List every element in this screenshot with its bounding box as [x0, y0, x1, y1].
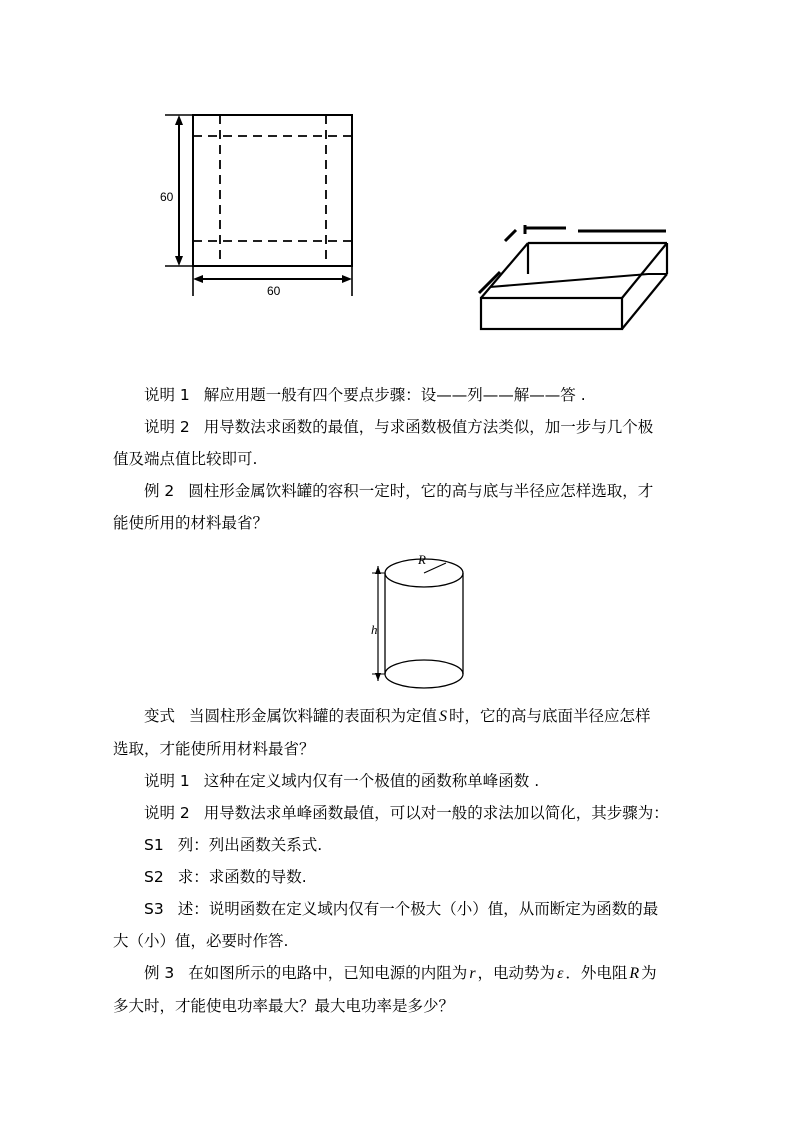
- variable-r: r: [469, 965, 476, 982]
- remark-1-label: 说明 1: [144, 386, 190, 404]
- example-2-paragraph: [113, 475, 688, 539]
- step-2-paragraph: [113, 861, 688, 893]
- radius-line: [424, 563, 446, 573]
- radius-label: R: [418, 552, 426, 567]
- variant-label: 变式: [144, 707, 176, 725]
- example-3-text-a3: ．外电阻: [565, 964, 628, 982]
- text-block-lower: [113, 700, 688, 1022]
- height-label: h: [371, 622, 378, 637]
- remark-2-label: 说明 2: [144, 418, 190, 436]
- open-box-figure: [470, 215, 680, 340]
- variable-R: R: [629, 965, 640, 982]
- variant-text-b: 选取，才能使所用材料最省？: [113, 740, 315, 758]
- square-sheet-figure: [150, 100, 370, 300]
- step-2-text: 求：求函数的导数.: [177, 868, 307, 886]
- remark-1-text: 解应用题一般有四个要点步骤：设——列——解——答 .: [203, 386, 586, 404]
- step-3-label: S3: [144, 900, 164, 918]
- example-2-label: 例 2: [144, 482, 175, 500]
- bottom-dimension-label: 60: [267, 284, 281, 298]
- cylinder-figure: [362, 546, 472, 696]
- example-3-text-a1: 在如图所示的电路中，已知电源的内阻为: [188, 964, 468, 982]
- example-3-paragraph: [113, 957, 688, 1022]
- left-dimension-label: 60: [160, 190, 174, 204]
- sheet-outline: [193, 115, 352, 266]
- variant-text-a1: 当圆柱形金属饮料罐的表面积为定值: [189, 707, 438, 725]
- step-2-label: S2: [144, 868, 164, 886]
- text-block-upper: [113, 379, 688, 539]
- example-2-text-b: 能使所用的材料最省？: [113, 514, 269, 532]
- box-front-face: [481, 298, 622, 329]
- variant-paragraph: [113, 700, 688, 765]
- remark-3-paragraph: [113, 765, 688, 797]
- variant-text-a2: 时，它的高与底面半径应怎样: [449, 707, 651, 725]
- cylinder-diagram: [362, 546, 472, 696]
- square-sheet-diagram: [150, 100, 370, 300]
- remark-4-text: 用导数法求单峰函数最值，可以对一般的求法加以简化，其步骤为：: [203, 804, 669, 822]
- example-3-label: 例 3: [144, 964, 175, 982]
- remark-2-text-a: 用导数法求函数的最值，与求函数极值方法类似，加一步与几个极: [203, 418, 654, 436]
- step-1-label: S1: [144, 836, 164, 854]
- remark-1-paragraph: [113, 379, 688, 411]
- example-3-text-a2: ，电动势为: [477, 964, 556, 982]
- remark-4-label: 说明 2: [144, 804, 190, 822]
- example-3-text-a4: 为: [641, 964, 657, 982]
- example-3-text-b: 多大时，才能使电功率最大？最大电功率是多少？: [113, 997, 455, 1015]
- step-3-text-b: 大（小）值，必要时作答.: [113, 932, 289, 950]
- cylinder-bottom-ellipse: [385, 660, 463, 688]
- remark-2-paragraph: [113, 411, 688, 475]
- remark-2-text-b: 值及端点值比较即可.: [113, 450, 258, 468]
- box-inner-back-edge: [490, 274, 648, 287]
- variable-epsilon: ε: [557, 965, 564, 982]
- remark-3-label: 说明 1: [144, 772, 190, 790]
- variable-s: S: [439, 708, 448, 725]
- step-3-text-a: 述：说明函数在定义域内仅有一个极大（小）值，从而断定为函数的最: [177, 900, 659, 918]
- remark-3-text: 这种在定义域内仅有一个极值的函数称单峰函数 .: [203, 772, 540, 790]
- step-3-paragraph: [113, 893, 688, 957]
- remark-4-paragraph: [113, 797, 688, 829]
- step-1-text: 列：列出函数关系式.: [177, 836, 323, 854]
- example-2-text-a: 圆柱形金属饮料罐的容积一定时，它的高与底与半径应怎样选取，才: [188, 482, 654, 500]
- open-box-diagram: [470, 215, 680, 340]
- step-1-paragraph: [113, 829, 688, 861]
